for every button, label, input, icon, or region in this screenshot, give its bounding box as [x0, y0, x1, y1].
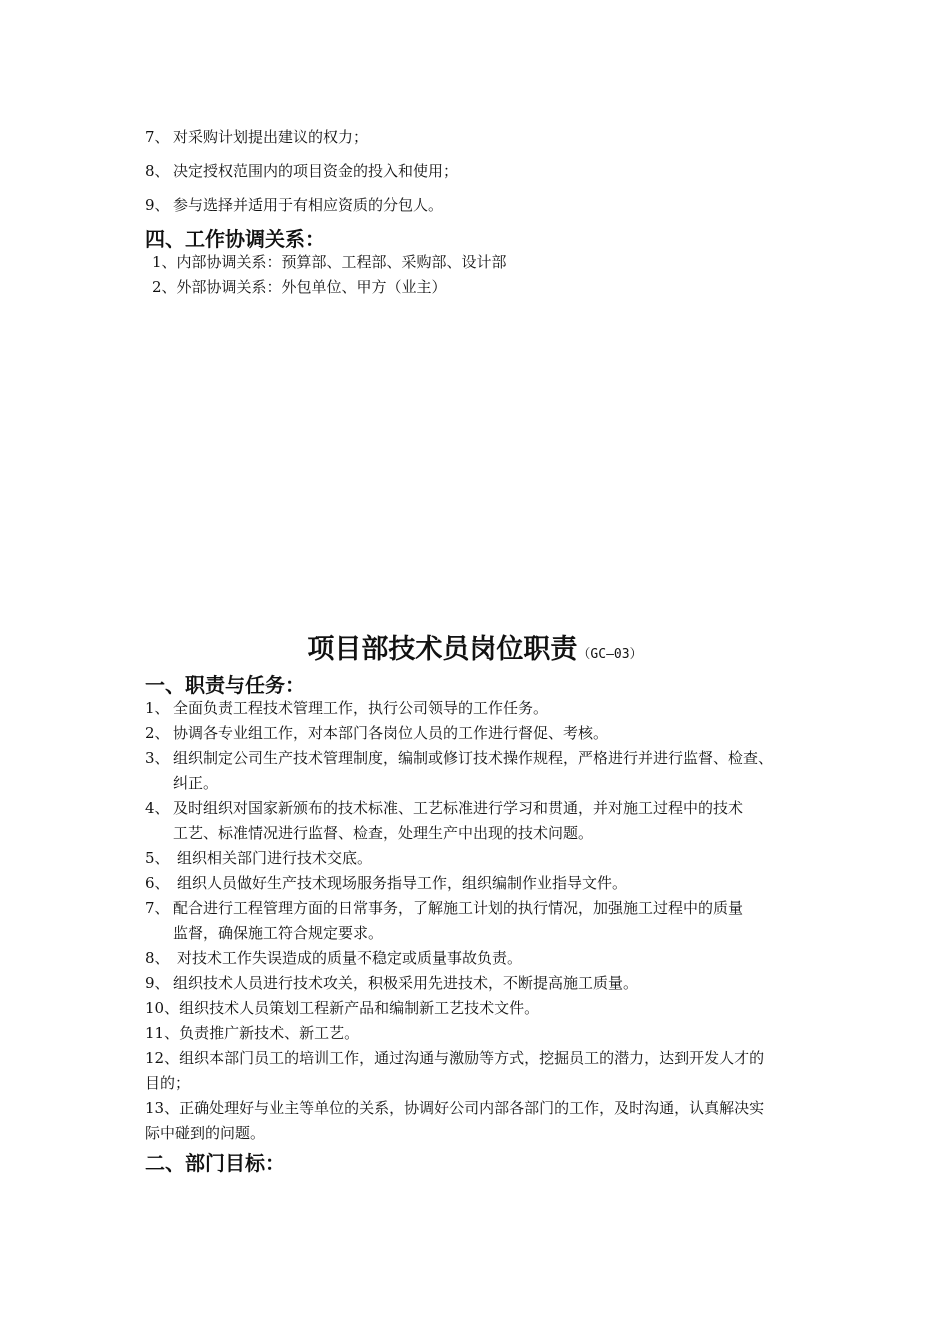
list-item: 11、负责推广新技术、新工艺。	[145, 1024, 360, 1042]
list-item: 12、组织本部门员工的培训工作，通过沟通与激励等方式，挖掘员工的潜力，达到开发人才的	[145, 1049, 765, 1067]
list-item-continuation: 纠正。	[173, 774, 219, 792]
list-item: 4、 及时组织对国家新颁布的技术标准、工艺标准进行学习和贯通，并对施工过程中的技术	[145, 799, 744, 817]
list-item: 7、 配合进行工程管理方面的日常事务，了解施工计划的执行情况，加强施工过程中的质量	[145, 899, 744, 917]
list-item: 1、内部协调关系：预算部、工程部、采购部、设计部	[152, 253, 507, 271]
list-item: 3、 组织制定公司生产技术管理制度，编制或修订技术操作规程，严格进行并进行监督、检查、	[145, 749, 774, 767]
list-item-continuation: 际中碰到的问题。	[145, 1124, 266, 1142]
section-heading: 一、职责与任务：	[145, 673, 305, 697]
list-item: 9、 参与选择并适用于有相应资质的分包人。	[145, 196, 444, 214]
title-text: 项目部技术员岗位职责	[307, 634, 578, 665]
list-item: 8、 决定授权范围内的项目资金的投入和使用；	[145, 162, 459, 180]
list-item: 2、外部协调关系：外包单位、甲方（业主）	[152, 278, 447, 296]
list-item: 8、 对技术工作失误造成的质量不稳定或质量事故负责。	[145, 949, 523, 967]
section-heading: 二、部门目标：	[145, 1151, 285, 1175]
list-item-continuation: 工艺、标准情况进行监督、检查，处理生产中出现的技术问题。	[173, 824, 594, 842]
list-item: 7、 对采购计划提出建议的权力；	[145, 128, 369, 146]
doc-code: （GC—03）	[577, 647, 643, 662]
list-item: 1、 全面负责工程技术管理工作，执行公司领导的工作任务。	[145, 699, 549, 717]
list-item: 10、组织技术人员策划工程新产品和编制新工艺技术文件。	[145, 999, 540, 1017]
list-item-continuation: 监督，确保施工符合规定要求。	[173, 924, 384, 942]
list-item: 6、 组织人员做好生产技术现场服务指导工作，组织编制作业指导文件。	[145, 874, 628, 892]
list-item: 13、正确处理好与业主等单位的关系，协调好公司内部各部门的工作，及时沟通，认真解决实	[145, 1099, 765, 1117]
list-item: 2、 协调各专业组工作，对本部门各岗位人员的工作进行督促、考核。	[145, 724, 609, 742]
list-item: 9、 组织技术人员进行技术攻关，积极采用先进技术，不断提高施工质量。	[145, 974, 639, 992]
list-item-continuation: 目的；	[145, 1074, 191, 1092]
list-item: 5、 组织相关部门进行技术交底。	[145, 849, 373, 867]
page-title	[0, 631, 950, 674]
section-heading: 四、工作协调关系：	[145, 227, 325, 251]
